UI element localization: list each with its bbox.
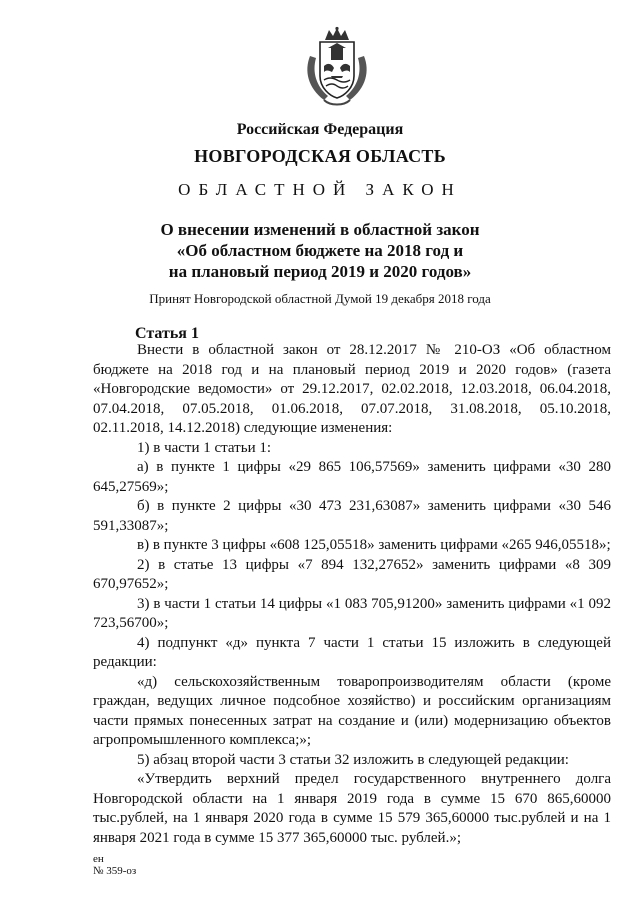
country-name: Российская Федерация — [236, 121, 404, 138]
paragraph-item-1c: в) в пункте 3 цифры «608 125,05518» заменить цифрами «265 946,05518»; — [137, 537, 611, 553]
law-number: № 359-оз — [93, 865, 137, 877]
paragraph-item-4-text: «д) сельскохозяйственным товаропроизводителям области (кроме граждан, ведущих личное подсобное хозяйство) и российским организациям части прямых понесенных затрат на создание и (или) модернизацию объектов агропромышленного комплекса;»; — [93, 673, 611, 748]
article-body — [93, 341, 611, 848]
region-name: НОВГОРОДСКАЯ ОБЛАСТЬ — [194, 146, 446, 166]
law-title-line-1: О внесении изменений в областной закон — [160, 220, 480, 239]
footer-initials: ен — [93, 853, 104, 865]
law-title-line-3: на плановый период 2019 и 2020 годов» — [168, 262, 472, 281]
paragraph-item-4: 4) подпункт «д» пункта 7 части 1 статьи 15 изложить в следующей редакции: — [93, 634, 611, 670]
document-footer — [93, 853, 136, 877]
paragraph-item-1a: а) в пункте 1 цифры «29 865 106,57569» заменить цифрами «30 280 645,27569»; — [93, 459, 611, 495]
paragraph-item-1: 1) в части 1 статьи 1: — [137, 439, 272, 456]
paragraph-item-5: 5) абзац второй части 3 статьи 32 изложить в следующей редакции: — [137, 751, 569, 768]
adoption-note: Принят Новгородской областной Думой 19 декабря 2018 года — [149, 291, 491, 306]
coat-of-arms-emblem — [298, 26, 376, 108]
law-type: ОБЛАСТНОЙ ЗАКОН — [178, 180, 462, 199]
paragraph-item-5-text: «Утвердить верхний предел государственного внутреннего долга Новгородской области на 1 января 2019 года в сумме 15 670 865,60000 тыс.рублей, на 1 января 2020 года в сумме 15 579 365,60000 тыс.рублей и на 1 января 2021 года в сумме 15 377 365,60000 тыс. рублей.»; — [93, 771, 611, 846]
paragraph-item-1b: б) в пункте 2 цифры «30 473 231,63087» заменить цифрами «30 546 591,33087»; — [93, 498, 611, 534]
paragraph-item-3: 3) в части 1 статьи 14 цифры «1 083 705,91200» заменить цифрами «1 092 723,56700»; — [93, 595, 611, 631]
paragraph-item-2: 2) в статье 13 цифры «7 894 132,27652» заменить цифрами «8 309 670,97652»; — [93, 556, 611, 592]
law-title-line-2: «Об областном бюджете на 2018 год и — [176, 241, 464, 260]
article-heading: Статья 1 — [135, 325, 199, 342]
paragraph-intro: Внести в областной закон от 28.12.2017 № 210-ОЗ «Об областном бюджете на 2018 год и на плановый период 2019 и 2020 годов» (газета «Новгородские ведомости» от 29.12.2017, 02.02.2018, 12.03.2018, 06.04.2018, 07.04.2018, 07.05.2018, 01.06.2018, 07.07.2018, 31.08.2018, 05.10.2018, 02.11.2018, 14.12.2018) следующие изменения: — [93, 342, 611, 436]
